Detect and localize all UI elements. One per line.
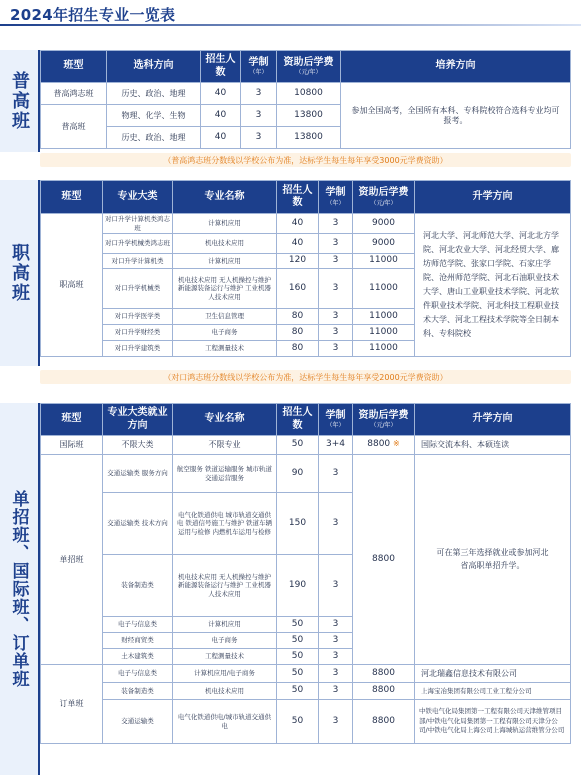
header-years: 学制 （年） <box>319 404 353 436</box>
row-years: 3 <box>319 341 353 357</box>
row-count: 150 <box>277 493 319 555</box>
row-category: 对口升学医学类 <box>103 309 173 325</box>
row-count: 50 <box>277 665 319 683</box>
row-category: 交通运输类 技术方向 <box>103 493 173 555</box>
row-major: 航空服务 铁道运输服务 城市轨道交通运营服务 <box>173 455 277 493</box>
row-major: 卫生信息管理 <box>173 309 277 325</box>
row-years: 3 <box>319 234 353 254</box>
intl-years: 3+4 <box>319 436 353 455</box>
row-years: 3 <box>319 649 353 665</box>
vocational-table <box>40 180 571 357</box>
header-years: 学制 （年） <box>319 181 353 214</box>
row-category: 装备制造类 <box>103 555 173 617</box>
row-years: 3 <box>319 555 353 617</box>
row-count: 50 <box>277 649 319 665</box>
single-header-row <box>41 404 571 436</box>
row-count: 40 <box>277 234 319 254</box>
header-count: 招生人数 <box>201 51 241 83</box>
row-count: 50 <box>277 700 319 744</box>
row-years: 3 <box>319 455 353 493</box>
row-category: 交通运输类 服务方向 <box>103 455 173 493</box>
vocational-section <box>0 180 581 366</box>
row-years: 3 <box>319 665 353 683</box>
row-category: 对口升学计算机类鸿志班 <box>103 214 173 234</box>
row-years: 3 <box>241 127 277 149</box>
row-count: 40 <box>277 214 319 234</box>
row-major: 计算机应用 <box>173 617 277 633</box>
row-goal: 上海宝冶集团有限公司工业工程分公司 <box>415 683 571 700</box>
row-count: 40 <box>201 127 241 149</box>
general-header-row <box>41 51 571 83</box>
table-row <box>41 683 571 700</box>
row-major: 机电技术应用 <box>173 234 277 254</box>
row-category: 土木建筑类 <box>103 649 173 665</box>
single-class: 单招班 <box>41 455 103 665</box>
row-major: 电子商务 <box>173 325 277 341</box>
vocational-class: 职高班 <box>41 214 103 357</box>
row-category: 对口升学建筑类 <box>103 341 173 357</box>
order-class: 订单班 <box>41 665 103 744</box>
single-section <box>0 403 581 775</box>
table-row <box>41 455 571 493</box>
asterisk-icon: ※ <box>393 439 400 449</box>
row-count: 160 <box>277 269 319 309</box>
row-years: 3 <box>241 83 277 105</box>
general-table <box>40 50 571 149</box>
table-row <box>41 83 571 105</box>
row-count: 190 <box>277 555 319 617</box>
single-fee: 8800 <box>353 455 415 665</box>
row-years: 3 <box>319 325 353 341</box>
header-goal: 培养方向 <box>341 51 571 83</box>
row-years: 3 <box>319 214 353 234</box>
table-row <box>41 700 571 744</box>
vocational-note: （对口鸿志班分数线以学校公布为准，达标学生每生每年享受2000元学费资助） <box>40 370 571 384</box>
row-fee: 11000 <box>353 325 415 341</box>
intl-goal: 国际交流本科、本硕连读 <box>415 436 571 455</box>
row-category: 财经商贸类 <box>103 633 173 649</box>
row-fee: 11000 <box>353 269 415 309</box>
single-table <box>40 403 571 744</box>
row-category: 交通运输类 <box>103 700 173 744</box>
row-major: 机电技术应用 无人机操控与维护 新能源装备运行与维护 工业机器人技术应用 <box>173 555 277 617</box>
general-side-label: 普高班 <box>0 50 40 152</box>
row-count: 50 <box>277 683 319 700</box>
row-category: 对口升学计算机类 <box>103 254 173 269</box>
row-fee: 13800 <box>277 127 341 149</box>
intl-count: 50 <box>277 436 319 455</box>
row-years: 3 <box>319 309 353 325</box>
header-class: 班型 <box>41 181 103 214</box>
row-class: 普高班 <box>41 105 107 149</box>
row-count: 90 <box>277 455 319 493</box>
row-major: 电气化铁道供电/城市轨道交通供电 <box>173 700 277 744</box>
row-years: 3 <box>319 254 353 269</box>
intl-fee-cell <box>353 436 415 455</box>
row-major: 电子商务 <box>173 633 277 649</box>
title-rule <box>0 24 581 26</box>
intl-major: 不限专业 <box>173 436 277 455</box>
row-category: 对口升学机械类 <box>103 269 173 309</box>
row-count: 120 <box>277 254 319 269</box>
header-major: 专业名称 <box>173 404 277 436</box>
intl-fee: 8800 <box>367 439 391 450</box>
table-row <box>41 436 571 455</box>
header-fee: 资助后学费 （元/年） <box>353 404 415 436</box>
row-category: 电子与信息类 <box>103 617 173 633</box>
header-category: 专业大类就业方向 <box>103 404 173 436</box>
general-note: （普高鸿志班分数线以学校公布为准，达标学生每生每年享受3000元学费资助） <box>40 153 571 167</box>
vocational-goal-text: 河北大学、河北师范大学、河北北方学院、河北农业大学、河北经贸大学、廊坊师范学院、张家口学院、石家庄学院、沧州师范学院、河北石油职业技术大学、唐山工业职业技术学院、河北软件职业技术学院、河北科技工程职业技术大学、河北工程技术学院等全日制本科、专科院校 <box>415 214 571 357</box>
row-goal: 河北瑞鑫信息技术有限公司 <box>415 665 571 683</box>
row-category: 对口升学机械类鸿志班 <box>103 234 173 254</box>
row-major: 计算机应用/电子商务 <box>173 665 277 683</box>
row-fee: 9000 <box>353 234 415 254</box>
general-section <box>0 50 581 152</box>
row-major: 电气化铁道供电 城市轨道交通供电 铁道信号施工与维护 铁道车辆运用与检修 内燃机车运用与检修 <box>173 493 277 555</box>
row-class: 普高鸿志班 <box>41 83 107 105</box>
row-major: 工程测量技术 <box>173 341 277 357</box>
row-count: 80 <box>277 325 319 341</box>
row-major: 机电技术应用 无人机操控与维护 新能源装备运行与维护 工业机器人技术应用 <box>173 269 277 309</box>
row-count: 80 <box>277 309 319 325</box>
row-fee: 11000 <box>353 309 415 325</box>
intl-category: 不限大类 <box>103 436 173 455</box>
row-fee: 13800 <box>277 105 341 127</box>
row-count: 50 <box>277 633 319 649</box>
table-row <box>41 665 571 683</box>
intl-class: 国际班 <box>41 436 103 455</box>
header-direction: 选科方向 <box>107 51 201 83</box>
row-category: 装备制造类 <box>103 683 173 700</box>
row-category: 对口升学财经类 <box>103 325 173 341</box>
header-category: 专业大类 <box>103 181 173 214</box>
row-direction: 物理、化学、生物 <box>107 105 201 127</box>
row-fee: 8800 <box>353 700 415 744</box>
row-years: 3 <box>319 493 353 555</box>
header-count: 招生人数 <box>277 404 319 436</box>
row-fee: 8800 <box>353 665 415 683</box>
header-goal: 升学方向 <box>415 404 571 436</box>
table-row <box>41 214 571 234</box>
header-years: 学制 （年） <box>241 51 277 83</box>
single-side-label: 单招班、国际班、订单班 <box>0 403 40 775</box>
row-fee: 11000 <box>353 341 415 357</box>
row-direction: 历史、政治、地理 <box>107 127 201 149</box>
row-major: 工程测量技术 <box>173 649 277 665</box>
header-goal: 升学方向 <box>415 181 571 214</box>
row-count: 80 <box>277 341 319 357</box>
row-years: 3 <box>319 683 353 700</box>
row-count: 40 <box>201 83 241 105</box>
row-years: 3 <box>319 700 353 744</box>
row-category: 电子与信息类 <box>103 665 173 683</box>
single-goal: 可在第三年选择就业或参加河北省高职单招升学。 <box>415 455 571 665</box>
header-count: 招生人数 <box>277 181 319 214</box>
header-fee: 资助后学费 （元/年） <box>277 51 341 83</box>
row-years: 3 <box>319 269 353 309</box>
vocational-header-row <box>41 181 571 214</box>
row-major: 机电技术应用 <box>173 683 277 700</box>
header-class: 班型 <box>41 51 107 83</box>
row-fee: 9000 <box>353 214 415 234</box>
header-major: 专业名称 <box>173 181 277 214</box>
row-major: 计算机应用 <box>173 254 277 269</box>
row-goal: 中铁电气化局集团第一工程有限公司天津维管项目部/中铁电气化局集团第一工程有限公司天津分公司/中铁电气化局上海公司上海城轨运营维管分公司 <box>415 700 571 744</box>
row-years: 3 <box>241 105 277 127</box>
row-fee: 8800 <box>353 683 415 700</box>
page-title: 2024年招生专业一览表 <box>10 6 176 24</box>
row-years: 3 <box>319 617 353 633</box>
row-years: 3 <box>319 633 353 649</box>
row-fee: 10800 <box>277 83 341 105</box>
header-fee: 资助后学费 （元/年） <box>353 181 415 214</box>
header-class: 班型 <box>41 404 103 436</box>
row-count: 40 <box>201 105 241 127</box>
vocational-side-label: 职高班 <box>0 180 40 366</box>
row-count: 50 <box>277 617 319 633</box>
row-fee: 11000 <box>353 254 415 269</box>
row-major: 计算机应用 <box>173 214 277 234</box>
general-goal-text: 参加全国高考，全国所有本科、专科院校符合选科专业均可报考。 <box>341 83 571 149</box>
row-direction: 历史、政治、地理 <box>107 83 201 105</box>
